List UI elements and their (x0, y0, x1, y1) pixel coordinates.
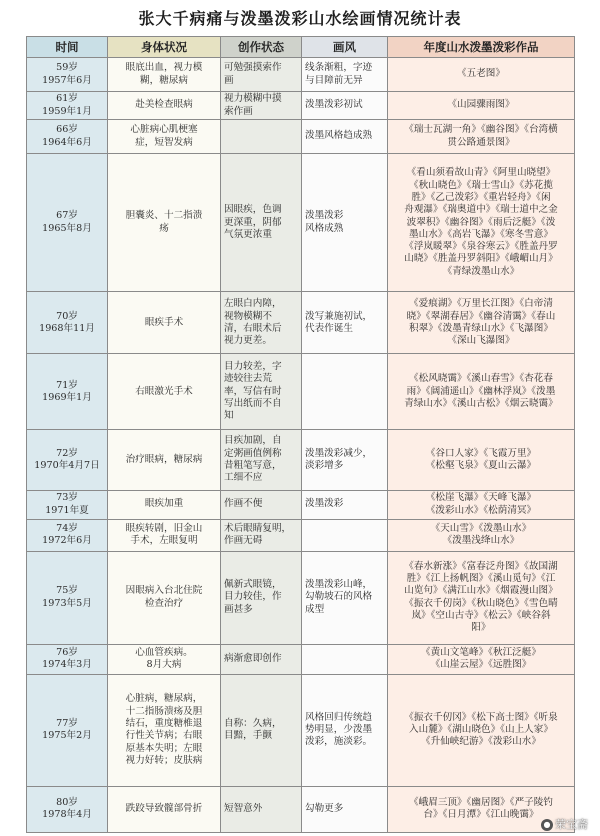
style-line: 风格回归传统趋 (305, 711, 373, 723)
status-line: 作画无碍 (224, 535, 263, 547)
header-works: 年度山水泼墨泼彩作品 (388, 37, 575, 58)
works-line: 《泼彩山水》《松荫清冥》 (425, 504, 537, 516)
works-line: 《黄山文笔峰》《秋江泛艇》 (421, 646, 541, 658)
works-line: 《谷口人家》《飞霞万里》 (425, 447, 537, 459)
status-line: 索作画 (224, 105, 253, 117)
style-line: 泼彩，施淡彩。 (305, 736, 373, 748)
year-line: 1970年4月7日 (34, 459, 100, 471)
table-row (27, 674, 575, 786)
works-line: 胜》《江上扬帆图》《溪山觅句》《江 (406, 573, 556, 585)
works-line: 《升仙峡纪游》《泼彩山水》 (421, 736, 541, 748)
year-line: 72岁 (56, 447, 78, 459)
works-cell (388, 519, 575, 551)
status-cell (221, 519, 302, 551)
style-line: 成型 (305, 603, 325, 615)
health-cell (108, 120, 221, 154)
style-cell (302, 490, 388, 519)
works-line: 《松风晓霭》《溪山春雪》《杏花春 (409, 373, 553, 385)
works-cell (388, 490, 575, 519)
status-line: 知 (224, 410, 234, 422)
status-line: 目黯，手颤 (224, 730, 272, 742)
status-line: 目力较佳，作 (224, 591, 282, 603)
wechat-icon: ● (541, 819, 553, 831)
status-line: 可勉强摸索作 (224, 62, 282, 74)
header-status: 创作状态 (221, 37, 302, 58)
year-line: 77岁 (56, 718, 78, 729)
status-cell (221, 674, 302, 786)
year-line: 1973年5月 (42, 597, 92, 609)
watermark (541, 816, 588, 832)
works-line: 《瑞士瓦湖一角》《幽谷图》《台湾横 (404, 124, 558, 136)
year-line: 75岁 (56, 585, 78, 597)
health-line: 心脏病心肌梗塞 (130, 124, 198, 136)
health-line: 眼底出血，视力模 (125, 62, 203, 74)
health-line: 8月大病 (146, 659, 182, 671)
works-line: 《振衣千仞岗》《秋山晓色》《雪色晴 (404, 597, 558, 609)
status-line: 因眼疾，色调 (224, 204, 282, 216)
style-line: 泼墨泼彩 (305, 498, 344, 510)
year-line: 1964年6月 (42, 136, 92, 148)
year-line: 59岁 (56, 62, 78, 74)
works-line: 入山麓》《湖山晓色》《山上人家》 (409, 724, 553, 736)
style-cell (302, 786, 388, 832)
works-line: 《山园骤雨图》 (447, 99, 515, 111)
year-line: 1957年6月 (42, 74, 92, 86)
year-line: 73岁 (56, 492, 78, 504)
year-line: 1969年1月 (42, 391, 92, 403)
style-cell (302, 644, 388, 674)
year-line: 80岁 (56, 797, 78, 809)
status-cell (221, 430, 302, 490)
health-cell (108, 292, 221, 354)
health-line: 跌跤导致髋部骨折 (125, 803, 203, 815)
status-cell (221, 292, 302, 354)
year-cell (27, 354, 108, 430)
works-line: 《看山须看故山青》《阿里山晓望》 (406, 167, 556, 179)
style-line: 泼墨泼彩山峰， (305, 579, 373, 591)
table-row (27, 58, 575, 92)
health-cell (108, 58, 221, 92)
health-line: 右眼激光手术 (135, 385, 193, 397)
health-line: 眼疾加重 (144, 498, 184, 510)
status-line: 气氛更浓重 (224, 228, 272, 240)
table-row (27, 154, 575, 292)
table-row (27, 92, 575, 120)
table-row (27, 120, 575, 154)
health-cell (108, 551, 221, 644)
style-line: 泼墨泼彩 (305, 210, 344, 222)
year-cell (27, 58, 108, 92)
table-row (27, 430, 575, 490)
works-line: 台》《日月潭》《江山晚霭》 (423, 809, 539, 821)
health-cell (108, 674, 221, 786)
health-line: 心血管疾病。 (135, 646, 193, 658)
works-cell (388, 92, 575, 120)
status-line: 视物模糊不 (224, 310, 272, 322)
year-line: 1959年1月 (42, 105, 92, 117)
health-line: 眼疾手术 (144, 316, 184, 328)
health-line: 糊，糖尿病 (140, 74, 188, 86)
status-cell (221, 490, 302, 519)
table-row (27, 490, 575, 519)
works-line: 《松壑飞泉》《夏山云瀑》 (425, 459, 537, 471)
status-line: 迹较往去荒 (224, 373, 272, 385)
health-line: 心脏病，糖尿病， (125, 693, 203, 705)
year-cell (27, 674, 108, 786)
year-cell (27, 292, 108, 354)
health-line: 症，短智发病 (135, 136, 193, 148)
health-line: 疡 (159, 222, 169, 234)
health-cell (108, 354, 221, 430)
health-cell (108, 430, 221, 490)
status-cell (221, 786, 302, 832)
status-cell (221, 644, 302, 674)
health-cell (108, 519, 221, 551)
health-line: 行性关节病；右眼 (125, 730, 203, 742)
year-cell (27, 786, 108, 832)
style-line: 泼墨泼彩减少， (305, 447, 373, 459)
works-line: 《春水新涨》《富春泛舟图》《故国湖 (404, 560, 558, 572)
works-line: 晓》《翠湖春居》《幽谷清霭》《春山 (406, 310, 556, 322)
year-cell (27, 490, 108, 519)
table-row (27, 292, 575, 354)
status-line: 视力模糊中摸 (224, 93, 282, 105)
status-line: 目疾加剧，自 (224, 435, 282, 447)
works-cell (388, 551, 575, 644)
works-line: 《五老图》 (457, 68, 505, 80)
year-line: 1975年2月 (42, 730, 92, 742)
style-line: 势明显，少泼墨 (305, 724, 373, 736)
works-line: 《浮岚暖翠》《泉谷寒云》《胜盖丹罗 (404, 241, 558, 253)
year-line: 1965年8月 (42, 222, 92, 234)
works-cell (388, 154, 575, 292)
status-cell (221, 92, 302, 120)
header-time: 时间 (27, 37, 108, 58)
style-cell (302, 120, 388, 154)
works-line: 胜》《乙己泼彩》《重岩轻舟》《闲 (411, 192, 551, 204)
year-line: 1972年6月 (42, 535, 92, 547)
health-line: 赴美检查眼病 (135, 99, 193, 111)
header-style: 画风 (302, 37, 388, 58)
health-line: 手术，左眼复明 (130, 535, 198, 547)
style-line: 勾勒更多 (305, 803, 344, 815)
year-cell (27, 551, 108, 644)
status-line: 工细不应 (224, 472, 263, 484)
year-line: 1974年3月 (42, 659, 92, 671)
works-line: 《秋山晓色》《瑞士雪山》《苏花揽 (409, 179, 553, 191)
works-line: 雨》《阔浦遥山》《幽林浮岚》《泼墨 (406, 385, 556, 397)
year-cell (27, 430, 108, 490)
health-cell (108, 644, 221, 674)
health-line: 十二指肠溃疡及胆 (125, 705, 203, 717)
works-cell (388, 120, 575, 154)
status-line: 自称：久病， (224, 718, 282, 729)
status-line: 佩新式眼镜， (224, 579, 282, 591)
table-row (27, 786, 575, 832)
status-line: 画 (224, 74, 234, 86)
year-line: 66岁 (56, 124, 78, 136)
works-cell (388, 674, 575, 786)
works-line: 《泼墨浅绛山水》 (442, 535, 520, 547)
works-cell (388, 430, 575, 490)
works-cell (388, 292, 575, 354)
table-row (27, 519, 575, 551)
works-cell (388, 354, 575, 430)
style-cell (302, 551, 388, 644)
header-row (27, 37, 575, 58)
style-line: 线条渐粗，字迹 (305, 62, 373, 74)
style-cell (302, 519, 388, 551)
style-line: 风格成熟 (305, 222, 344, 234)
page-title: 张大千病痛与泼墨泼彩山水绘画情况统计表 (138, 9, 462, 28)
health-cell (108, 786, 221, 832)
year-line: 74岁 (56, 522, 78, 534)
works-line: 《天山雪》《泼墨山水》 (430, 522, 532, 534)
year-line: 1978年4月 (42, 809, 92, 821)
table-row (27, 551, 575, 644)
works-line: 岚》《空山古寺》《松云》《峡谷斜 (411, 609, 551, 621)
health-line: 因眼病入台北住院 (125, 585, 203, 597)
works-line: 积翠》《泼墨青绿山水》《飞瀑图》 (409, 322, 553, 334)
works-line: 《振衣千仞冈》《松下高士图》《听泉 (404, 711, 558, 723)
year-line: 71岁 (56, 379, 78, 391)
watermark-text: 荣宝斋 (555, 818, 588, 831)
works-line: 《爱痕湖》《万里长江图》《白帝清 (409, 298, 553, 310)
status-cell (221, 154, 302, 292)
statistics-table (26, 36, 575, 833)
works-line: 舟观瀑》《瑞奥道中》《瑞士道中之金 (404, 204, 558, 216)
health-line: 眼疾转剧，旧金山 (125, 522, 203, 534)
status-cell (221, 551, 302, 644)
health-line: 结石，重度糖椎退 (125, 718, 203, 729)
table-row (27, 354, 575, 430)
status-line: 病渐愈即创作 (224, 653, 282, 665)
style-line: 与目障前无异 (305, 74, 363, 86)
status-cell (221, 354, 302, 430)
style-cell (302, 58, 388, 92)
health-line: 视力好转；皮肤病 (125, 754, 203, 766)
year-line: 1968年11月 (39, 322, 95, 334)
health-line: 检查治疗 (144, 597, 184, 609)
style-line: 淡彩增多 (305, 459, 344, 471)
works-line: 贯公路通景图》 (447, 136, 515, 148)
style-line: 泼墨泼彩初试 (305, 99, 363, 111)
status-line: 目力较差，字 (224, 361, 282, 373)
works-line: 《山崖云屋》《远胜图》 (430, 659, 532, 671)
works-line: 山览句》《满江山水》《烟霞漫山图》 (404, 585, 558, 597)
style-cell (302, 292, 388, 354)
health-cell (108, 154, 221, 292)
year-cell (27, 644, 108, 674)
status-line: 定粥画值例称 (224, 447, 282, 459)
table-row (27, 644, 575, 674)
status-line: 清，右眼术后 (224, 322, 282, 334)
works-line: 波翠积》《幽谷图》《雨后泛艇》《泼 (406, 216, 556, 228)
status-line: 短智意外 (224, 803, 263, 815)
status-line: 率，写信有时 (224, 385, 282, 397)
status-cell (221, 58, 302, 92)
status-line: 昔粗笔写意， (224, 459, 282, 471)
year-line: 70岁 (56, 310, 78, 322)
works-line: 《青绿泼墨山水》 (442, 265, 520, 277)
style-line: 代表作诞生 (305, 322, 353, 334)
status-line: 画甚多 (224, 603, 253, 615)
works-line: 《峨眉三顶》《幽居图》《严子陵钓 (409, 797, 553, 809)
health-line: 胆囊炎、十二指溃 (125, 210, 203, 222)
year-line: 76岁 (56, 646, 78, 658)
year-cell (27, 120, 108, 154)
style-cell (302, 154, 388, 292)
style-line: 泼写兼施初试， (305, 310, 373, 322)
works-cell (388, 644, 575, 674)
year-cell (27, 154, 108, 292)
status-cell (221, 120, 302, 154)
status-line: 左眼白内障， (224, 298, 282, 310)
health-line: 治疗眼病，糖尿病 (125, 453, 203, 465)
works-line: 《深山飞瀑图》 (447, 335, 515, 347)
style-cell (302, 92, 388, 120)
year-line: 67岁 (56, 210, 78, 222)
works-line: 山晓》《胜盖丹罗斜阳》《峨嵋山月》 (404, 253, 558, 265)
works-line: 青绿山水》《溪山古松》《烟云晓霭》 (404, 398, 558, 410)
status-line: 术后眼睛复明， (224, 522, 292, 534)
health-cell (108, 490, 221, 519)
year-line: 61岁 (56, 93, 78, 105)
status-line: 视力更差。 (224, 335, 272, 347)
year-cell (27, 519, 108, 551)
year-line: 1971年夏 (45, 504, 89, 516)
header-health: 身体状况 (108, 37, 221, 58)
works-line: 《松崖飞瀑》《天峰飞瀑》 (425, 492, 537, 504)
style-line: 勾勒坡石的风格 (305, 591, 373, 603)
works-line: 阳》 (471, 622, 491, 634)
style-cell (302, 430, 388, 490)
works-cell (388, 58, 575, 92)
style-line: 泼墨风格趋成熟 (305, 130, 373, 142)
style-cell (302, 674, 388, 786)
year-cell (27, 92, 108, 120)
health-cell (108, 92, 221, 120)
status-line: 写出纸而不自 (224, 398, 282, 410)
health-line: 原基本失明；左眼 (125, 742, 203, 754)
status-line: 作画不便 (224, 498, 263, 510)
works-line: 墨山水》《高岩飞瀑》《寒冬雪意》 (409, 228, 553, 240)
style-cell (302, 354, 388, 430)
status-line: 更深重，阴郁 (224, 216, 282, 228)
